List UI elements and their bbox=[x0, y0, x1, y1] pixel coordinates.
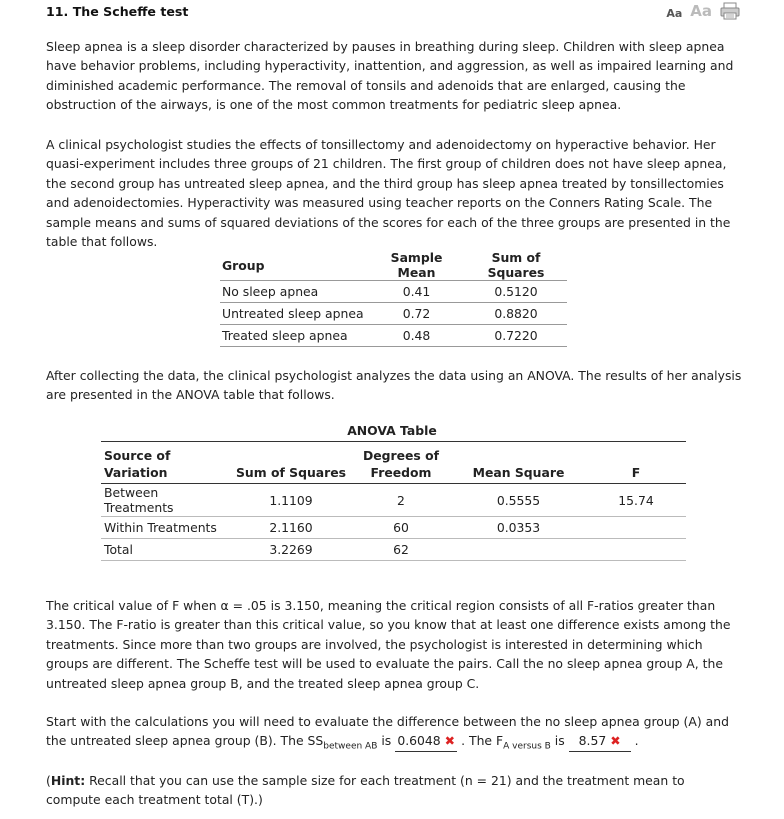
table-row bbox=[101, 539, 686, 561]
source-label: Within Treatments bbox=[101, 517, 231, 539]
hint-open: ( bbox=[46, 773, 51, 788]
ss-value: 2.1160 bbox=[231, 517, 351, 539]
ss-answer-value: 0.6048 bbox=[397, 733, 441, 749]
incorrect-x-icon: ✖ bbox=[444, 733, 456, 749]
table-row bbox=[220, 325, 567, 347]
ms-value bbox=[451, 539, 586, 561]
incorrect-x-icon: ✖ bbox=[610, 733, 621, 749]
sum-of-squares: 0.5120 bbox=[465, 281, 567, 303]
sum-of-squares: 0.8820 bbox=[465, 303, 567, 325]
f-value: 15.74 bbox=[586, 484, 686, 517]
table-row bbox=[101, 484, 686, 517]
question-lead: Start with the calculations you will need to evaluate the difference between the no sleep apnea group (A) and the untreated sleep apnea group (B). The SS bbox=[46, 714, 729, 749]
study-paragraph: A clinical psychologist studies the effects of tonsillectomy and adenoidectomy on hyperactive behavior. Her quasi-experiment includes three groups of 21 children. The first group of children does not have sleep apnea, the second group has untreated sleep apnea, and the third group has sleep apnea treated by tonsillectomies and adenoidectomies. Hyperactivity was measured using teacher reports on the Conners Rating Scale. The sample means and sums of squared deviations of the scores for each of the three groups are presented in the table that follows. bbox=[46, 137, 731, 250]
anova-table-title: ANOVA Table bbox=[347, 423, 437, 438]
source-of-variation-header: Variation bbox=[101, 464, 231, 484]
f-value bbox=[586, 517, 686, 539]
sample-mean: 0.72 bbox=[368, 303, 465, 325]
hint-text: Recall that you can use the sample size for each treatment (n = 21) and the treatment mean to compute each treatment total (T).) bbox=[46, 773, 685, 808]
ss-value: 3.2269 bbox=[231, 539, 351, 561]
hint-label: Hint: bbox=[50, 773, 86, 788]
sum-of-squares-header: Sum of Squares bbox=[231, 464, 351, 484]
anova-header-top: Degrees of bbox=[351, 442, 451, 464]
anova-table bbox=[101, 441, 686, 561]
font-size-small-button[interactable]: Aa bbox=[666, 7, 683, 20]
f-subscript: A versus B bbox=[503, 741, 551, 752]
source-label: Total bbox=[101, 539, 231, 561]
table-row bbox=[220, 281, 567, 303]
sum-of-squares: 0.7220 bbox=[465, 325, 567, 347]
ss-value: 1.1109 bbox=[231, 484, 351, 517]
question-is: is bbox=[377, 733, 396, 749]
sample-mean: 0.41 bbox=[368, 281, 465, 303]
group-header: Group bbox=[222, 257, 265, 273]
sample-mean: 0.48 bbox=[368, 325, 465, 347]
header-tools bbox=[666, 2, 740, 20]
anova-header-top bbox=[586, 442, 686, 464]
source-label: Between Treatments bbox=[101, 484, 231, 517]
degrees-of-freedom-header: Freedom bbox=[351, 464, 451, 484]
sum-of-squares-header: Sum of Squares bbox=[487, 250, 545, 280]
critical-value-paragraph: The critical value of F when α = .05 is 3.150, meaning the critical region consists of all F-ratios greater than 3.150. The F-ratio is greater than this critical value, so you know that at least one difference exists among the treatments. Since more than two groups are involved, the psychologist is interested in determining which groups are different. The Scheffe test will be used to evaluate the pairs. Call the no sleep apnea group A, the untreated sleep apnea group B, and the treated sleep apnea group C. bbox=[46, 598, 731, 691]
group-name: Untreated sleep apnea bbox=[220, 303, 368, 325]
question-title: 11. The Scheffe test bbox=[46, 4, 189, 19]
intro-paragraph: Sleep apnea is a sleep disorder characterized by pauses in breathing during sleep. Children with sleep apnea have behavior problems, including hyperactivity, inattention, and aggression, as well as impaired learning and diminished academic performance. The removal of tonsils and adenoids that are enlarged, causing the obstruction of the airways, is one of the most common treatments for pediatric sleep apnea. bbox=[46, 39, 734, 113]
hint-paragraph bbox=[46, 771, 742, 810]
ss-subscript: between AB bbox=[323, 741, 378, 752]
ss-answer-field[interactable] bbox=[395, 731, 457, 751]
question-end: . bbox=[634, 733, 639, 749]
group-name: No sleep apnea bbox=[220, 281, 368, 303]
f-header: F bbox=[586, 464, 686, 484]
print-icon[interactable] bbox=[720, 2, 740, 20]
question-mid: . The F bbox=[461, 733, 504, 749]
df-value: 2 bbox=[351, 484, 451, 517]
anova-header-top bbox=[451, 442, 586, 464]
table-row bbox=[101, 517, 686, 539]
font-size-large-button[interactable]: Aa bbox=[690, 2, 712, 20]
f-answer-field[interactable] bbox=[569, 731, 631, 751]
table-row bbox=[220, 303, 567, 325]
question-header bbox=[46, 4, 740, 26]
group-table bbox=[220, 250, 567, 347]
ms-value: 0.5555 bbox=[451, 484, 586, 517]
f-value bbox=[586, 539, 686, 561]
anova-header-top: Source of bbox=[101, 442, 231, 464]
anova-intro-paragraph: After collecting the data, the clinical psychologist analyzes the data using an ANOVA. The results of her analysis are presented in the ANOVA table that follows. bbox=[46, 368, 742, 403]
ms-value: 0.0353 bbox=[451, 517, 586, 539]
anova-header-top bbox=[231, 442, 351, 464]
question-paragraph bbox=[46, 712, 742, 757]
question-is: is bbox=[550, 733, 569, 749]
f-answer-value: 8.57 bbox=[578, 733, 607, 749]
mean-square-header: Mean Square bbox=[451, 464, 586, 484]
group-name: Treated sleep apnea bbox=[220, 325, 368, 347]
df-value: 62 bbox=[351, 539, 451, 561]
sample-mean-header: Sample Mean bbox=[390, 250, 443, 280]
df-value: 60 bbox=[351, 517, 451, 539]
